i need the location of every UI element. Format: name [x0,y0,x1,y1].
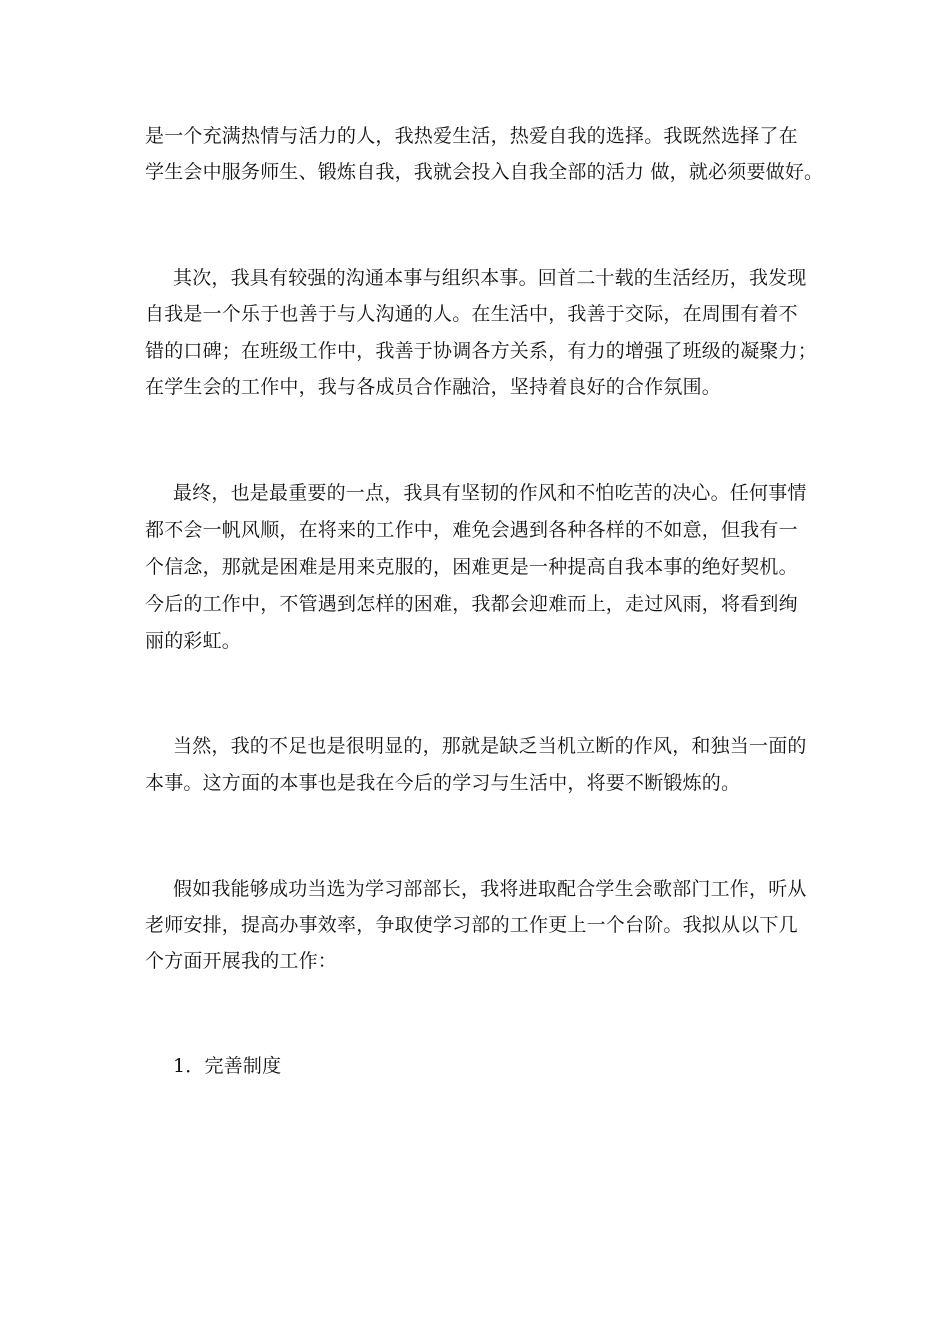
paragraph-3-line-4: 今后的工作中，不管遇到怎样的困难，我都会迎难而上，走过风雨，将看到绚 [145,593,798,615]
paragraph-4-line-1: 当然，我的不足也是很明显的，那就是缺乏当机立断的作风，和独当一面的 [173,735,807,757]
paragraph-5-line-3: 个方面开展我的工作： [145,950,338,972]
section-heading-1: 1．完善制度 [173,1055,282,1077]
paragraph-4-line-2: 本事。这方面的本事也是我在今后的学习与生活中，将要不断锻炼的。 [145,772,741,794]
paragraph-2-line-2: 自我是一个乐于也善于与人沟通的人。在生活中，我善于交际，在周围有着不 [145,303,798,325]
paragraph-3-line-3: 个信念，那就是困难是用来克服的，困难更是一种提高自我本事的绝好契机。 [145,556,798,578]
paragraph-2-line-4: 在学生会的工作中，我与各成员合作融洽，坚持着良好的合作氛围。 [145,376,722,398]
paragraph-3-line-5: 丽的彩虹。 [145,630,242,652]
paragraph-2-line-3: 错的口碑；在班级工作中，我善于协调各方关系，有力的增强了班级的凝聚力； [145,340,818,362]
paragraph-1-line-1: 是一个充满热情与活力的人，我热爱生活，热爱自我的选择。我既然选择了在 [145,125,798,147]
paragraph-3-line-2: 都不会一帆风顺，在将来的工作中，难免会遇到各种各样的不如意，但我有一 [145,519,798,541]
paragraph-5-line-1: 假如我能够成功当选为学习部部长，我将进取配合学生会歌部门工作，听从 [173,878,807,900]
paragraph-2-line-1: 其次，我具有较强的沟通本事与组织本事。回首二十载的生活经历，我发现 [173,267,807,289]
paragraph-5-line-2: 老师安排，提高办事效率，争取使学习部的工作更上一个台阶。我拟从以下几 [145,914,798,936]
paragraph-3-line-1: 最终，也是最重要的一点，我具有坚韧的作风和不怕吃苦的决心。任何事情 [173,482,807,504]
paragraph-1-line-2: 学生会中服务师生、锻炼自我，我就会投入自我全部的活力 做，就必须要做好。 [145,161,824,183]
